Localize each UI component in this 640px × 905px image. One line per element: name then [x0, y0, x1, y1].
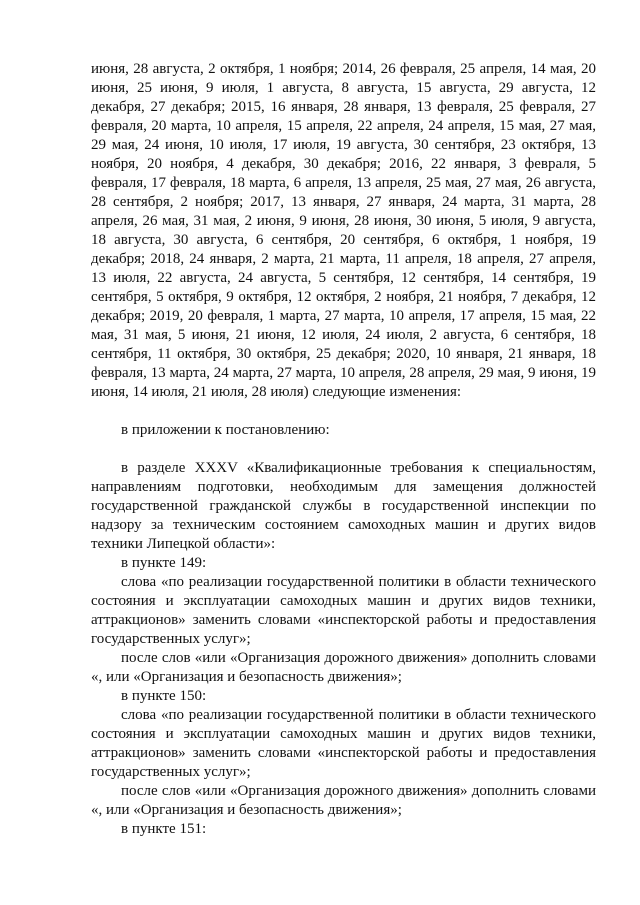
- amendment-dates-paragraph: июня, 28 августа, 2 октября, 1 ноября; 2014, 26 февраля, 25 апреля, 14 мая, 20 июня, 25 июня, 9 июля, 1 августа, 8 августа, 15 августа, 29 августа, 12 декабря, 27 декабря; 2015, 16 января, 28 января, 13 февраля, 25 февраля, 27 февраля, 20 марта, 10 апреля, 15 апреля, 22 апреля, 24 апреля, 15 мая, 27 мая, 29 мая, 24 июня, 10 июля, 17 июля, 19 августа, 30 сентября, 23 октября, 13 ноября, 20 ноября, 4 декабря, 30 декабря; 2016, 22 января, 3 февраля, 5 февраля, 17 февраля, 18 марта, 6 апреля, 13 апреля, 25 мая, 27 мая, 26 августа, 28 сентября, 2 ноября; 2017, 13 января, 27 января, 24 марта, 31 марта, 28 апреля, 26 мая, 31 мая, 2 июня, 9 июня, 28 июня, 30 июня, 5 июля, 9 августа, 18 августа, 30 августа, 6 сентября, 20 сентября, 6 октября, 1 ноября, 19 декабря; 2018, 24 января, 2 марта, 21 марта, 11 апреля, 18 апреля, 27 апреля, 13 июля, 22 августа, 24 августа, 5 сентября, 12 сентября, 14 сентября, 19 сентября, 5 октября, 9 октября, 12 октября, 2 ноября, 21 ноября, 7 декабря, 12 декабря; 2019, 20 февраля, 1 марта, 27 марта, 10 апреля, 17 апреля, 15 мая, 22 мая, 31 мая, 5 июня, 21 июня, 12 июля, 24 июля, 2 августа, 6 сентября, 18 сентября, 11 октября, 30 октября, 25 декабря; 2020, 10 января, 21 января, 18 февраля, 13 марта, 24 марта, 27 марта, 10 апреля, 28 апреля, 29 мая, 9 июня, 19 июня, 14 июля, 21 июля, 28 июля) следующие изменения:: [91, 61, 596, 400]
- item-149-label: в пункте 149:: [121, 555, 207, 571]
- item-151-label: в пункте 151:: [121, 821, 207, 837]
- item-150-label: в пункте 150:: [121, 688, 207, 704]
- document-body: [91, 60, 596, 839]
- item-149-addition: после слов «или «Организация дорожного движения» дополнить словами «, или «Организация и безопасность движения»;: [91, 650, 596, 685]
- item-150-addition: после слов «или «Организация дорожного движения» дополнить словами «, или «Организация и безопасность движения»;: [91, 783, 596, 818]
- appendix-intro: в приложении к постановлению:: [121, 422, 330, 438]
- section-heading: в разделе XXXV «Квалификационные требования к специальностям, направлениям подготовки, необходимым для замещения должностей государственной гражданской службы в государственной инспекции по надзору за техническим состоянием самоходных машин и других видов техники Липецкой области»:: [91, 460, 596, 552]
- item-149-words-change: слова «по реализации государственной политики в области технического состояния и эксплуатации самоходных машин и других видов техники, аттракционов» заменить словами «инспекторской работы и предоставления государственных услуг»;: [91, 574, 596, 647]
- item-150-words-change: слова «по реализации государственной политики в области технического состояния и эксплуатации самоходных машин и других видов техники, аттракционов» заменить словами «инспекторской работы и предоставления государственных услуг»;: [91, 707, 596, 780]
